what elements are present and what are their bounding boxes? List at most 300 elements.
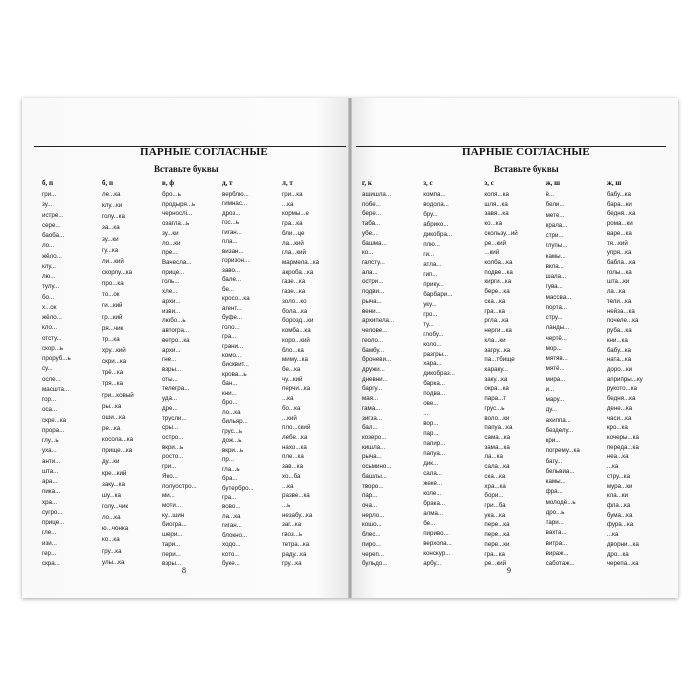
word-item: молодё...ь	[545, 498, 576, 506]
word-item: безделу...	[545, 426, 574, 434]
word-item: бро...	[222, 399, 238, 407]
word-item: разве...ка	[282, 492, 310, 500]
word-item: упря...ка	[606, 249, 632, 257]
word-item: про...ка	[102, 280, 124, 288]
word-item: гне...	[162, 356, 177, 364]
word-item: зигза...	[362, 414, 382, 422]
word-item: ли...кий	[102, 257, 124, 265]
word-item: кро...ка	[606, 424, 628, 432]
word-item: грани...	[222, 342, 244, 350]
word-item: бере...ка	[484, 288, 510, 296]
word-item: ...ка	[282, 395, 294, 403]
word-item: хра...	[42, 498, 58, 506]
word-item: верблю...	[222, 191, 249, 198]
word-item: пр...	[222, 456, 234, 464]
word-item: Яко...	[162, 472, 178, 480]
word-item: прице...	[162, 268, 185, 276]
word-item: за...ка	[102, 224, 120, 232]
word-item: ре...кий	[484, 239, 507, 247]
word-item: камы...	[545, 478, 566, 485]
word-item: прице...	[42, 519, 65, 526]
word-item: жеке...	[423, 480, 443, 488]
word-item: бабу...ка	[606, 346, 631, 354]
word-item: грус...ь	[484, 404, 505, 412]
word-item: телегра...	[162, 385, 190, 393]
word-item: загру...ка	[484, 346, 511, 354]
word-item: уда...	[162, 395, 178, 403]
word-item: тетра...ка	[282, 540, 310, 548]
word-item: гра...ка	[484, 307, 505, 315]
word-item: побе...	[362, 200, 381, 208]
word-item: дружи...	[362, 365, 385, 373]
word-item: кни...	[222, 389, 237, 397]
word-item: прора...	[42, 426, 65, 434]
word-item: мая...	[362, 395, 379, 403]
word-item: ната...ка	[606, 356, 632, 364]
word-item: мете...	[545, 211, 565, 219]
word-item: взры...	[162, 560, 182, 568]
word-item: дене...ка	[606, 404, 633, 412]
word-item: рыча...	[362, 297, 382, 305]
word-item: чу...кий	[282, 375, 303, 383]
word-column	[362, 178, 423, 568]
word-item: незабу...ка	[282, 511, 313, 519]
word-item: ту...	[423, 320, 434, 328]
word-item: вор...	[423, 420, 439, 428]
word-item: ...ка	[606, 463, 619, 471]
word-item: дик...	[423, 460, 439, 468]
word-item: ко...ка	[484, 220, 503, 228]
word-item: дневни...	[362, 375, 388, 383]
word-item: кри...	[545, 437, 561, 444]
word-item: су...	[42, 365, 53, 373]
word-item: караку...	[484, 365, 508, 373]
word-item: рыча...	[362, 453, 382, 461]
word-item: комба...ка	[282, 327, 311, 335]
word-item: сала...ка	[484, 463, 510, 471]
word-item: ми...	[162, 492, 175, 500]
word-item: водола...	[423, 200, 449, 208]
word-item: коля...ка	[484, 191, 509, 198]
column-header: в, ф	[162, 179, 175, 187]
word-item: блес...	[362, 531, 381, 539]
word-item: подва...	[423, 390, 446, 398]
word-item: биогра...	[162, 521, 187, 529]
word-item: визан...	[222, 247, 244, 255]
word-item: челове...	[362, 327, 388, 335]
word-item: колба...ка	[484, 259, 513, 267]
word-item: варе...ка	[606, 229, 632, 237]
word-item: дворни...ка	[606, 540, 639, 548]
word-item: гор...	[42, 396, 57, 403]
word-item: гра...ка	[282, 220, 303, 228]
word-item: масшта...	[42, 385, 70, 393]
word-item: мятё...	[545, 365, 565, 373]
right-exercise-columns	[362, 178, 668, 568]
word-item: хо...ба	[282, 472, 301, 480]
word-item: ...ка	[606, 531, 619, 539]
word-item: заку...ка	[102, 480, 125, 488]
word-item: гри...	[42, 191, 57, 198]
word-item: бан...	[222, 380, 238, 388]
word-item: осле...	[42, 375, 61, 383]
word-item: арбу...	[423, 559, 442, 567]
word-item: автогра...	[162, 327, 190, 335]
right-page-title: ПАРНЫЕ СОГЛАСНЫЕ	[462, 146, 590, 158]
word-item: воло...ки	[484, 414, 510, 422]
word-item: папуа...ка	[484, 424, 513, 432]
word-item: шу...ка	[102, 491, 121, 499]
word-item: кирги...ка	[484, 278, 512, 286]
word-item: ове...	[423, 400, 439, 408]
word-item: изви...	[162, 307, 181, 315]
word-item: ло...	[42, 242, 55, 250]
word-item: шала...	[545, 273, 567, 280]
word-item: ре...ка	[102, 424, 121, 432]
left-page-number: 8	[182, 566, 186, 575]
word-item: скре...ка	[42, 416, 67, 424]
word-item: стру...ка	[606, 472, 631, 480]
word-item: фура...ка	[606, 521, 634, 529]
word-item: мор...	[545, 344, 562, 352]
word-item: скра...	[42, 560, 60, 567]
word-item: скользу...ий	[484, 229, 518, 237]
word-item: ...кий	[484, 249, 500, 257]
word-item: хара...	[423, 360, 442, 368]
word-item: кото...	[222, 550, 240, 558]
word-item: тр...ка	[102, 335, 120, 343]
word-item: шери...	[162, 531, 183, 539]
word-item: мармела...ка	[282, 259, 320, 267]
word-item: и...	[545, 385, 555, 393]
word-item: конскур...	[423, 549, 451, 557]
word-item: лебе...ка	[282, 433, 308, 441]
word-item: бо...ка	[282, 404, 301, 412]
word-item: тари...	[162, 540, 181, 548]
word-item: шта...	[42, 467, 59, 475]
word-item: пере...ки	[484, 540, 510, 548]
word-item: погрему...ка	[545, 447, 580, 455]
word-item: черепа...ка	[606, 560, 639, 568]
word-item: гри...	[162, 463, 177, 471]
word-item: перчи...ка	[282, 385, 311, 393]
column-header: б, п	[102, 179, 114, 187]
word-item: голу...чик	[102, 502, 129, 510]
word-item: трё...ка	[102, 369, 124, 377]
right-page-number: 9	[507, 566, 511, 575]
word-item: любо...ь	[162, 317, 186, 325]
word-item: борозд...ки	[282, 317, 314, 325]
word-column	[607, 178, 668, 568]
word-item: тари...	[545, 519, 564, 526]
word-item: почеле...ка	[606, 317, 639, 325]
word-item: гла...кий	[282, 249, 306, 257]
word-item: ги...	[423, 250, 435, 258]
word-item: бола...ка	[282, 307, 308, 315]
word-item: клу...	[42, 262, 57, 270]
word-item: ...ка	[282, 200, 294, 208]
word-item: кла...ки	[484, 336, 506, 344]
word-item: кормы...е	[282, 210, 309, 218]
word-item: газе...ка	[282, 288, 306, 296]
word-item: уку...	[423, 300, 437, 308]
word-item: бал...	[362, 424, 378, 432]
word-item: сала...	[423, 470, 442, 478]
word-item: ло...ки	[162, 239, 181, 247]
word-item: доро...ки	[606, 365, 633, 373]
word-item: жёло...	[42, 314, 62, 321]
word-item: папир...	[423, 440, 446, 448]
word-item: сугро...	[42, 508, 63, 516]
word-item: буке...	[222, 560, 240, 568]
word-item: нахо...ка	[282, 443, 307, 451]
word-item: пар...	[362, 492, 378, 500]
column-header: б, п	[42, 179, 54, 187]
word-item: вкри...ь	[222, 446, 244, 454]
word-item: камы...	[545, 252, 566, 260]
word-item: бабла...ка	[606, 259, 636, 267]
word-item: истре...	[42, 211, 64, 219]
word-item: рома...ки	[606, 220, 633, 228]
word-item: ю...чонка	[102, 525, 129, 533]
word-item: ...ь	[282, 502, 291, 509]
word-item: шля...ка	[484, 200, 508, 208]
word-item: пла...	[222, 238, 238, 246]
word-item: подви...	[362, 288, 385, 296]
word-item: вираж...	[545, 549, 569, 557]
word-item: крова...ь	[222, 370, 247, 378]
word-item: дож...ь	[222, 437, 242, 445]
word-item: мура...ки	[606, 482, 633, 490]
word-item: ука...ка	[484, 511, 506, 519]
word-item: архи...	[162, 297, 181, 305]
right-page	[352, 98, 678, 598]
word-item: дикобраз...	[423, 370, 455, 378]
word-item: прище...ка	[102, 447, 133, 455]
word-item: зав...ка	[282, 463, 304, 471]
word-item: убе...	[362, 229, 378, 237]
word-item: гла...ь	[222, 465, 240, 473]
word-item: осьмино...	[362, 463, 392, 471]
word-item: ле...ка	[102, 191, 121, 198]
column-header: д, т	[222, 179, 233, 187]
word-item: кло...	[42, 324, 58, 332]
word-item: плю...	[423, 240, 440, 248]
word-item: зу...	[42, 201, 53, 209]
word-item: то...ок	[102, 291, 120, 299]
word-item: бере...	[362, 210, 381, 218]
word-item: чертё...	[545, 334, 568, 342]
word-item: фла...ка	[606, 502, 631, 509]
word-item: хру...кий	[102, 346, 126, 354]
word-item: коро...кий	[282, 336, 310, 344]
word-item: хра...ка	[484, 482, 506, 490]
word-item: архи...	[162, 346, 181, 354]
word-item: ходо...	[222, 541, 241, 549]
word-item: буфе...	[222, 314, 243, 322]
word-item: барбари...	[423, 290, 453, 298]
left-exercise-columns	[42, 178, 342, 568]
word-item: ла...ка	[606, 288, 626, 296]
word-item: переда...ка	[606, 443, 639, 451]
word-item: пере...ка	[484, 521, 510, 529]
word-item: вкри...ь	[162, 443, 184, 451]
word-item: бума...ка	[606, 511, 633, 519]
word-item: дро...ка	[606, 550, 629, 558]
word-item: золо...ко	[282, 297, 307, 305]
word-item: зу...ки	[162, 229, 179, 237]
word-item: ко...	[362, 249, 374, 257]
word-item: геоло...	[362, 336, 384, 344]
word-item: архипела...	[362, 317, 395, 325]
word-item: ре...кий	[484, 560, 507, 568]
right-page-subtitle: Вставьте буквы	[494, 164, 559, 174]
workbook-spread	[22, 98, 678, 598]
word-item: ара...	[42, 478, 58, 485]
word-item: бели...	[545, 201, 565, 209]
word-item: бабу...ка	[606, 191, 631, 198]
word-item: подве...ка	[484, 268, 513, 276]
left-page-title: ПАРНЫЕ СОГЛАСНЫЕ	[140, 146, 268, 158]
word-item: баргу...	[362, 385, 383, 393]
word-item: пере...ка	[484, 531, 510, 539]
word-item: вкла...	[545, 262, 564, 270]
word-item: нерло...	[362, 511, 385, 519]
word-item: компа...	[423, 191, 446, 198]
word-item: росто...	[162, 453, 184, 461]
word-item: жёло...	[42, 252, 62, 260]
word-item: кла...ки	[606, 492, 628, 500]
word-item: дро...ь	[545, 508, 565, 516]
word-item: ры...ка	[102, 402, 122, 410]
word-item: гвоз...ь	[282, 531, 303, 539]
word-item: бру...	[423, 210, 438, 218]
word-item: фра...	[545, 488, 563, 496]
word-item: хле...	[162, 288, 178, 296]
word-item: скорлу...ка	[102, 268, 133, 276]
word-item: оты...	[162, 375, 178, 383]
word-item: абрико...	[423, 220, 449, 228]
word-item: крала...	[545, 221, 568, 229]
word-item: бли...це	[282, 229, 305, 237]
word-item: озагла...ь	[162, 220, 190, 228]
word-item: ргла...ка	[484, 317, 509, 325]
word-item: гр...кий	[102, 313, 123, 321]
word-item: грус...ь	[222, 427, 243, 435]
word-item: продыря...ь	[162, 200, 196, 208]
word-item: ала...	[362, 268, 378, 276]
word-item: анти...	[42, 457, 61, 465]
word-item: ду...	[545, 406, 557, 414]
word-column	[484, 178, 545, 568]
word-item: голь...	[162, 278, 180, 286]
word-column	[282, 178, 342, 568]
word-item: бульдо...	[362, 560, 388, 568]
word-item: гро...	[423, 310, 438, 318]
word-item: гра...	[222, 494, 237, 501]
word-item: нерги...ка	[484, 327, 512, 335]
word-item: гри...ковый	[102, 391, 134, 399]
word-item: гра...ка	[484, 550, 505, 558]
word-item: пло...ский	[282, 424, 311, 432]
word-item: ска...ка	[484, 297, 506, 305]
word-item: оча...	[362, 502, 378, 509]
word-item: гиган...	[222, 228, 242, 236]
word-item: бутербро...	[222, 484, 254, 492]
word-item: оса...	[42, 406, 58, 414]
word-item: атла...	[423, 260, 442, 268]
word-item: тя...кий	[606, 239, 628, 247]
word-item: бедня...ка	[606, 395, 636, 403]
word-item: бе...ка	[282, 365, 301, 373]
word-item: саботаж...	[545, 560, 575, 567]
word-item: брака...	[423, 500, 446, 508]
word-item: скор...ь	[42, 344, 64, 352]
word-item: баоба...	[42, 232, 65, 239]
word-item: гама...	[362, 404, 381, 412]
word-item: косола...ка	[102, 436, 134, 444]
word-item: ветро...ка	[162, 336, 190, 344]
word-item: ахиппа...	[545, 416, 571, 424]
word-item: мару...	[545, 396, 565, 403]
column-header: ж, ш	[606, 179, 622, 187]
word-item: глобу...	[423, 330, 444, 338]
word-item: вово...	[222, 503, 241, 511]
word-item: бамбу...	[362, 346, 385, 354]
word-item: Вачесла...	[162, 259, 192, 267]
word-item: бале...	[222, 276, 242, 284]
word-item: рукото...ка	[606, 385, 638, 393]
word-item: окра...ка	[484, 385, 509, 393]
word-item: оши...ка	[102, 413, 126, 421]
word-item: башма...	[362, 239, 387, 247]
word-item: ло...ка	[102, 514, 121, 522]
word-item: ла...ка	[222, 512, 241, 520]
word-item: козеро...	[362, 433, 387, 441]
word-item: гимнас...	[222, 200, 248, 208]
word-item: гува...	[545, 283, 563, 291]
word-item: голы...ка	[606, 268, 632, 276]
word-item: гру...ка	[282, 560, 302, 568]
column-header: з, с	[484, 179, 494, 187]
word-item: априпры...ку	[606, 375, 643, 383]
word-item: бара...ки	[606, 200, 632, 208]
word-item: ла...ка	[484, 453, 503, 461]
word-item: горизон...	[222, 257, 250, 265]
word-item: ко...ка	[102, 536, 120, 544]
word-item: стру...	[545, 314, 563, 321]
word-item: бло...ка	[282, 346, 304, 354]
word-item: руба...ка	[606, 327, 632, 335]
word-item: бедня...ка	[606, 210, 636, 218]
word-item: агент...	[222, 304, 242, 312]
word-item: ашишла...	[362, 191, 392, 198]
word-item: пле...ка	[282, 453, 304, 461]
word-item: изи...	[42, 539, 57, 547]
word-item: бельвиа...	[545, 467, 575, 475]
word-item: мятяв...	[545, 355, 568, 362]
word-item: дикобра...	[423, 230, 453, 238]
word-item: ло...ка	[222, 408, 241, 416]
word-item: ё...	[545, 191, 555, 198]
word-item: багу...	[545, 457, 563, 465]
word-item: сама...ка	[484, 433, 511, 441]
word-item: ги...кий	[102, 302, 123, 310]
word-item: пре...	[162, 249, 178, 257]
word-item: ду...ки	[102, 458, 120, 466]
word-item: верхола...	[423, 539, 452, 547]
word-item: газе...ка	[282, 278, 306, 286]
